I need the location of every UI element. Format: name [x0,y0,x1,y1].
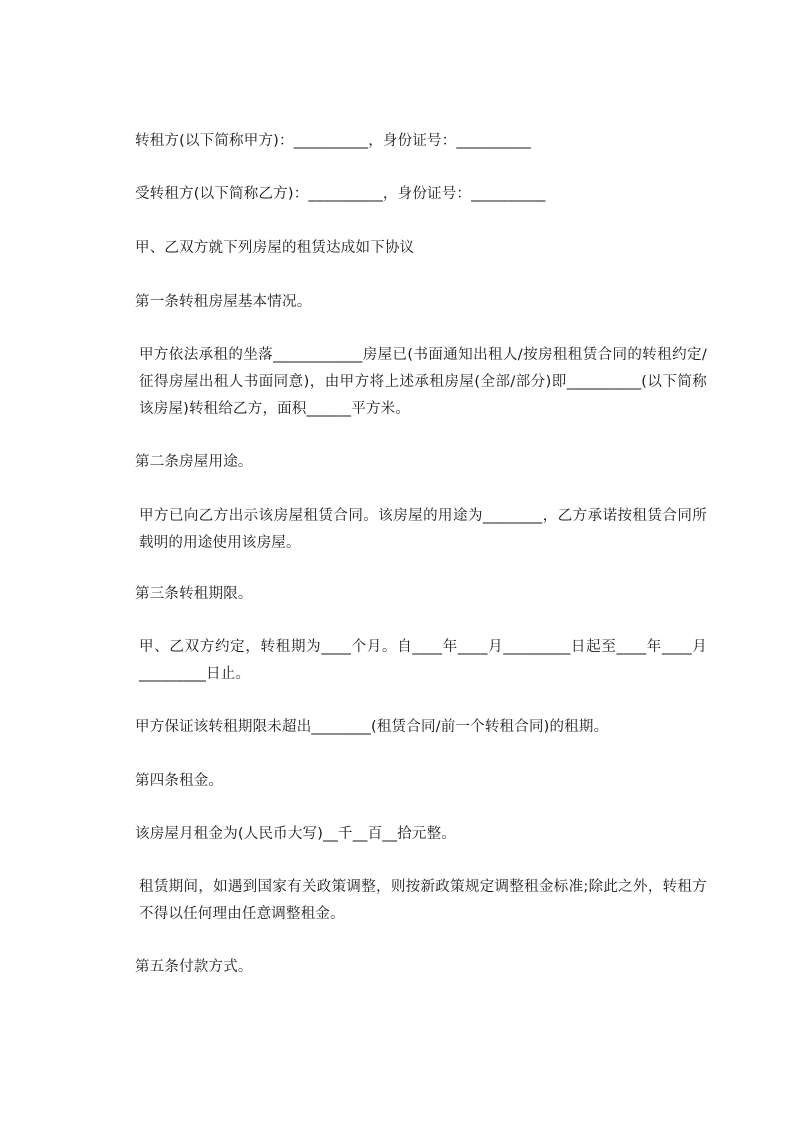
article-3-guarantee: 甲方保证该转租期限未超出________(租赁合同/前一个转租合同)的租期。 [135,719,609,735]
article-1-heading: 第一条转租房屋基本情况。 [135,294,312,310]
sublessor-line: 转租方(以下简称甲方)：__________，身份证号：__________ [135,133,531,149]
monthly-rent-line: 该房屋月租金为(人民币大写)__千__百__拾元整。 [135,826,457,842]
sublessee-line: 受转租方(以下简称乙方)：__________，身份证号：__________ [135,186,546,202]
agreement-intro: 甲、乙双方就下列房屋的租赁达成如下协议 [135,240,415,256]
article-3-heading: 第三条转租期限。 [135,586,253,602]
article-5-heading: 第五条付款方式。 [135,959,253,975]
article-1-body: 甲方依法承租的坐落____________房屋已(书面通知出租人/按房租租赁合同的转租约定/征得房屋出租人书面同意)，由甲方将上述承租房屋(全部/部分)即__________(以下简称该房屋)转租给乙方，面积______平方米。 [139,347,707,417]
rent-adjustment-clause: 租赁期间，如遇到国家有关政策调整，则按新政策规定调整租金标准;除此之外，转租方不得以任何理由任意调整租金。 [139,879,707,922]
article-3-term: 甲、乙双方约定，转租期为____个月。自____年____月_________日起至____年____月_________日止。 [139,639,707,682]
article-4-heading: 第四条租金。 [135,773,224,789]
article-2-body: 甲方已向乙方出示该房屋租赁合同。该房屋的用途为________，乙方承诺按租赁合同所载明的用途使用该房屋。 [139,508,707,551]
article-2-heading: 第二条房屋用途。 [135,454,253,470]
